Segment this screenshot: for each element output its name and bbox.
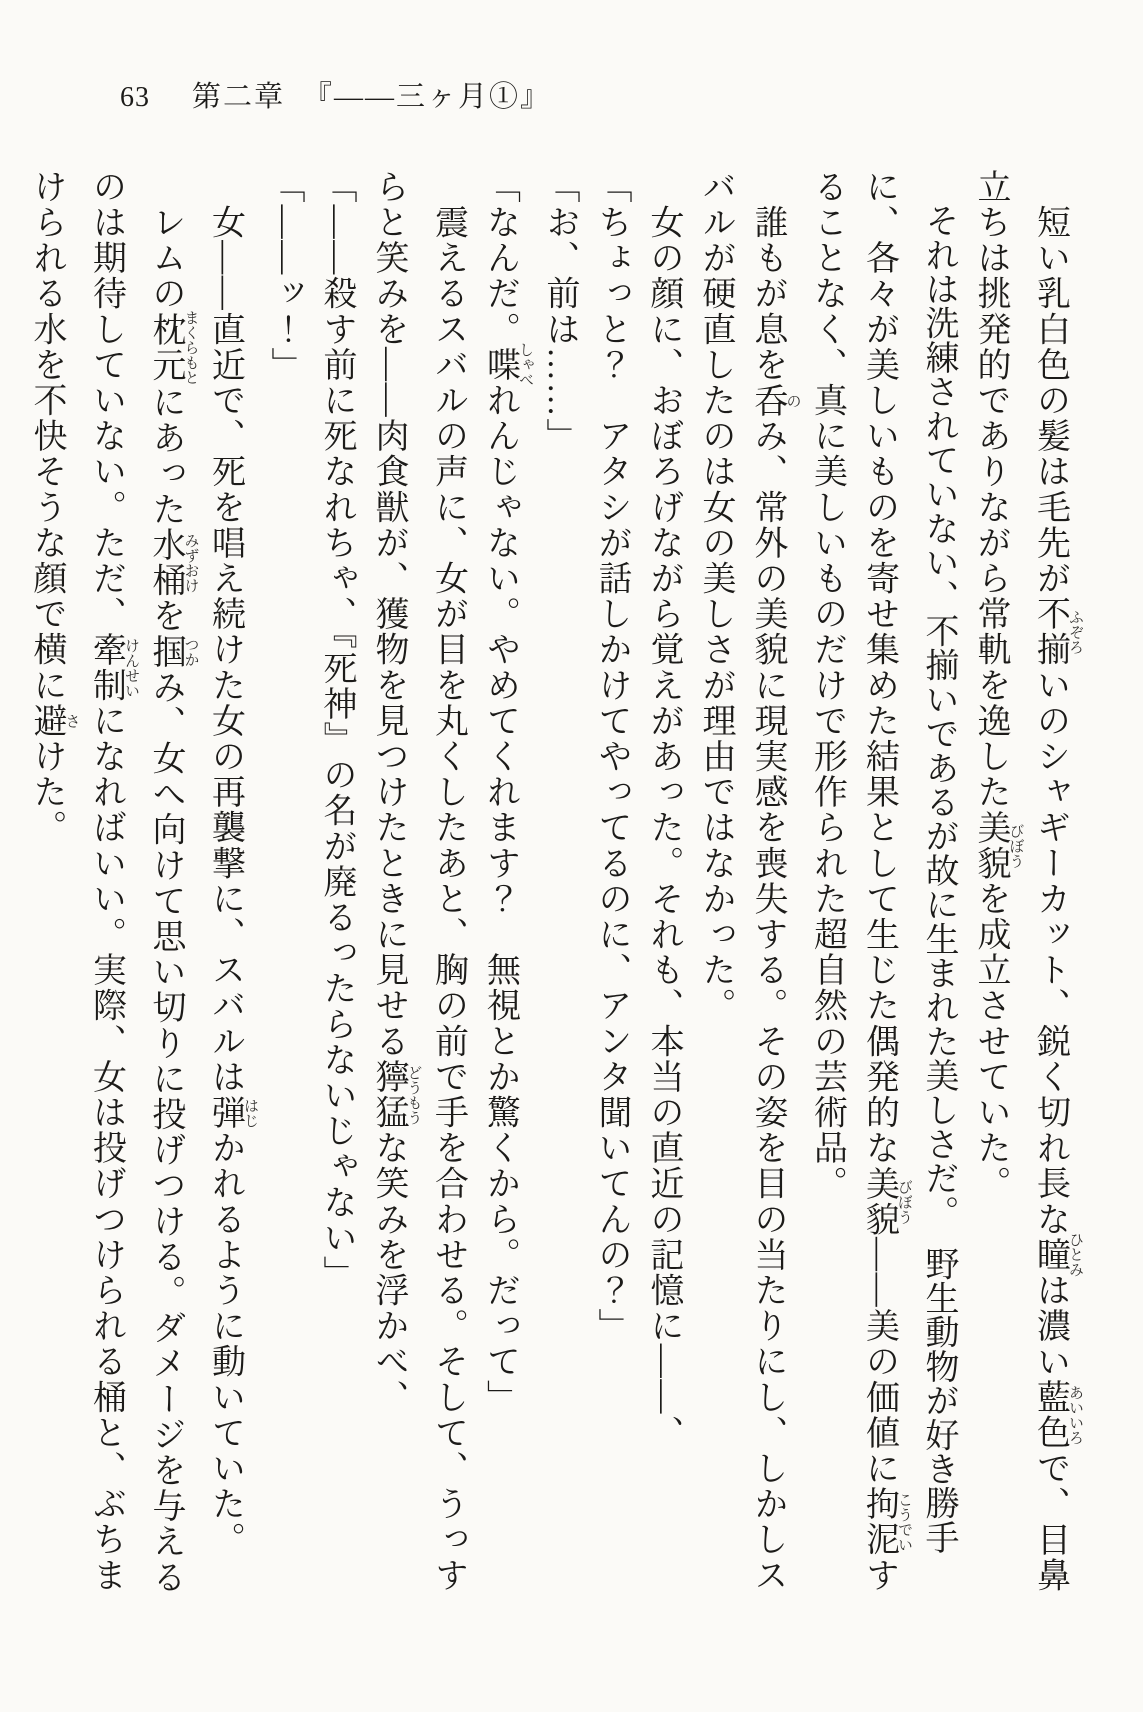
ruby-annotated-word: 美貌びぼう [972,809,1024,882]
furigana: びぼう [1007,809,1024,881]
text-column: レムの枕元まくらもとにあった水桶みずおけを掴つかみ、女へ向けて思い切りに投げつける。ダメージを与える [147,204,199,1595]
text-column: ることなく、真に美しいものだけで形作られた超自然の芸術品。 [808,169,846,1202]
page-number: 63 [120,82,150,113]
text-column: バルが硬直したのは女の美しさが理由ではなかった。 [697,169,734,1024]
text-column: のは期待していない。ただ、牽制けんせいになればいい。実際、女は投げつけられる桶と、ぶちま [87,169,139,1594]
text-column: 「——ッ！」 [266,169,303,383]
chapter-title: 『——三ヶ月①』 [303,81,552,113]
text-column: 短い乳白色の髪は毛先が不揃ふぞろいのシャギーカット、鋭く切れ長な瞳ひとみは濃い藍色あいいろで、目鼻 [1031,204,1083,1594]
ruby-annotated-word: 呑の [749,382,801,419]
text-column: 「お、前は……」 [541,169,578,454]
text-column: 立ちは挑発的でありながら常軌を逸した美貌びぼうを成立させていた。 [972,169,1024,1202]
text-column: けられる水を不快そうな顔で横に避さけた。 [28,169,80,846]
chapter-label: 第二章 [192,81,286,113]
ruby-annotated-word: 水桶みずおけ [147,526,199,599]
text-column: 女——直近で、死を唱え続けた女の再襲撃に、スバルは弾はじかれるように動いていた。 [206,204,258,1558]
text-column: らと笑みを——肉食獣が、獲物を見つけたときに見せる獰猛どうもうな笑みを浮かべ、 [370,169,422,1416]
furigana: ふぞろ [1067,596,1083,668]
text-column: 「なんだ。喋しゃべれんじゃない。やめてくれます？ 無視とか驚くから。だって」 [481,169,533,1416]
ruby-annotated-word: 不揃ふぞろ [1031,596,1083,668]
furigana: びぼう [896,1165,912,1237]
ruby-annotated-word: 喋しゃべ [481,342,533,388]
furigana: こうでい [896,1486,912,1558]
ruby-annotated-word: 獰猛どうもう [370,1059,422,1131]
running-head [120,74,551,115]
ruby-annotated-word: 美貌びぼう [860,1165,912,1238]
text-column: 「——殺す前に死なれちゃ、『死神』の名が廃るったらないじゃない」 [318,169,355,1292]
furigana: ひとみ [1067,1232,1083,1278]
furigana: みずおけ [182,526,199,599]
ruby-annotated-word: 避さ [28,703,80,739]
furigana: あいいろ [1067,1379,1083,1451]
furigana: さ [63,703,80,739]
ruby-annotated-word: 掴つか [147,633,199,670]
text-column: それは洗練されていない、不揃いであるが故に生まれた美しさだ。 野生動物が好き勝手 [920,203,957,1555]
furigana: はじ [242,1094,258,1131]
furigana: まくらもと [182,310,199,386]
furigana: どうもう [405,1059,422,1131]
text-column: 「ちょっと？ アタシが話しかけてやってるのに、アンタ聞いてんの？」 [593,169,630,1344]
text-column: 震えるスバルの声に、女が目を丸くしたあと、胸の前で手を合わせる。そして、うっす [429,204,467,1594]
ruby-annotated-word: 弾はじ [206,1094,258,1131]
novel-body-text [20,169,1083,1595]
furigana: の [784,382,801,419]
ruby-annotated-word: 牽制けんせい [87,631,139,704]
furigana: つか [182,633,199,670]
text-column: 女の顔に、おぼろげながら覚えがあった。それも、本当の直近の記憶に——、 [645,204,682,1451]
furigana: しゃべ [517,342,533,388]
text-column: 誰もが息を呑のみ、常外の美貌に現実感を喪失する。その姿を目の当たりにし、しかしス [749,204,801,1594]
ruby-annotated-word: 藍色あいいろ [1031,1379,1083,1451]
ruby-annotated-word: 枕元まくらもと [147,310,199,386]
ruby-annotated-word: 瞳ひとみ [1031,1232,1083,1278]
furigana: けんせい [123,631,139,703]
ruby-annotated-word: 拘泥こうでい [860,1486,912,1558]
text-column: に、各々が美しいものを寄せ集めた結果として生じた偶発的な美貌びぼう——美の価値に拘泥こうでいす [860,169,912,1594]
